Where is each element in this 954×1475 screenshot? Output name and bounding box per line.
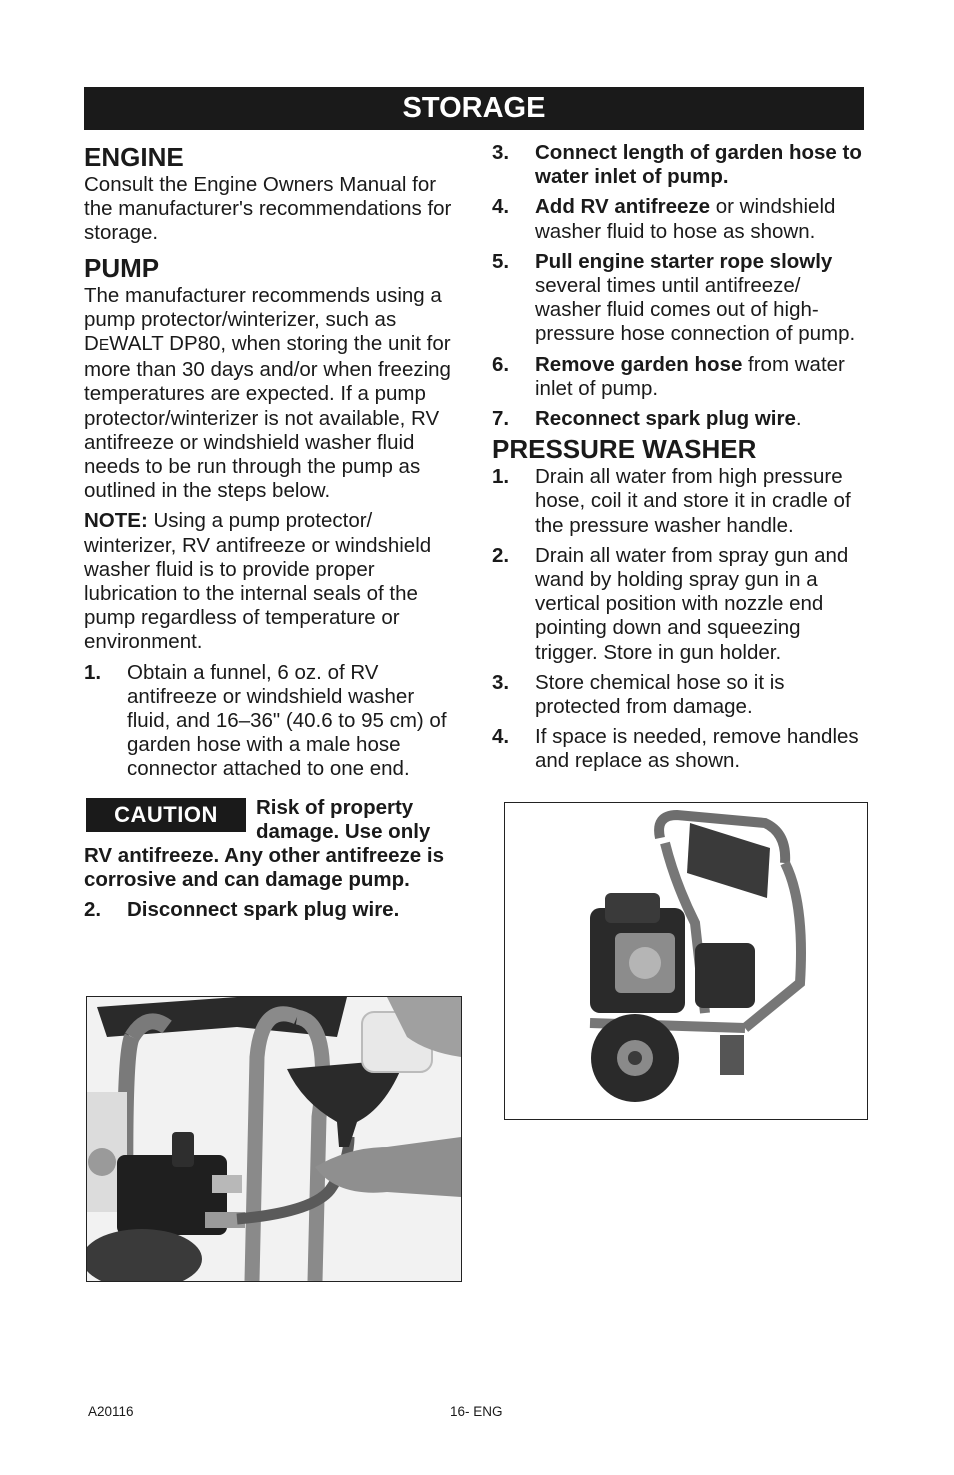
step-number: 2.	[492, 543, 510, 567]
pressure-washer-heading: PRESSURE WASHER	[492, 434, 757, 465]
step-number: 2.	[84, 898, 102, 922]
caution-block	[84, 796, 462, 893]
page-number: 16- ENG	[450, 1404, 503, 1419]
step-text: Obtain a funnel, 6 oz. of RV antifreeze or windshield washer fluid, and 16–36" (40.6 to 95 cm) of garden hose with a male hose connector attached to one end.	[127, 660, 447, 781]
caution-badge: CAUTION	[86, 798, 246, 832]
right-column	[492, 141, 868, 780]
step-text: Drain all water from spray gun and wand by holding spray gun in a vertical position with nozzle end pointing down and squeezing trigger. Store in gun holder.	[535, 543, 849, 664]
note-paragraph	[84, 509, 462, 654]
pump-para-part-b: WALT DP80, when storing the unit for more than 30 days and/or when freezing temperatures are expected. If a pump protector/winterizer is not available, RV antifreeze or windshield washer fluid needs to be run through the pump as outlined in the steps below.	[84, 332, 451, 503]
pump-paragraph	[84, 284, 462, 504]
pressure-washer-illustration	[505, 803, 867, 1119]
pump-step-7	[492, 407, 868, 431]
pump-heading: PUMP	[84, 252, 160, 283]
step-number: 3.	[492, 670, 510, 694]
note-text: Using a pump protector/ winterizer, RV antifreeze or windshield washer fluid is to provide proper lubrication to the internal seals of the pump regardless of temperature or environment.	[84, 509, 432, 654]
left-column	[84, 141, 462, 929]
engine-text: Consult the Engine Owners Manual for the manufacturer's recommendations for storage.	[84, 173, 452, 245]
step-text: Drain all water from high pressure hose, coil it and store it in cradle of the pressure washer handle.	[535, 465, 851, 537]
pw-step-2	[492, 544, 868, 665]
step-text: Connect length of garden hose to water inlet of pump.	[535, 141, 862, 189]
step-number: 5.	[492, 249, 510, 273]
step-number: 1.	[492, 465, 510, 489]
step-bold: Add RV antifreeze	[535, 195, 711, 219]
antifreeze-funnel-illustration	[87, 997, 461, 1281]
step-number: 6.	[492, 352, 510, 376]
caution-text: Risk of property damage. Use only RV antifreeze. Any other antifreeze is corrosive and can damage pump.	[84, 795, 445, 892]
step-number: 4.	[492, 725, 510, 749]
step-rest: several times until antifreeze/ washer fluid comes out of high-pressure hose connection of pump.	[535, 274, 856, 346]
step-bold: Pull engine starter rope slowly	[535, 249, 833, 273]
step-rest: .	[795, 407, 802, 431]
step-bold: Remove garden hose	[535, 352, 743, 376]
pw-step-4	[492, 725, 868, 773]
pw-step-1	[492, 465, 868, 538]
pump-para-part-a: The manufacturer recommends using a pump protector/winterizer, such as D	[84, 283, 442, 356]
document-code: A20116	[88, 1404, 134, 1419]
step-number: 1.	[84, 660, 102, 684]
engine-heading: ENGINE	[84, 142, 184, 172]
step-bold: Reconnect spark plug wire	[535, 407, 796, 431]
pw-step-3	[492, 671, 868, 719]
pressure-washer-storage-photo	[504, 802, 868, 1120]
pump-para-smallcaps: E	[98, 337, 110, 355]
step-number: 4.	[492, 195, 510, 219]
step-text	[535, 250, 868, 347]
pump-step-4	[492, 195, 868, 243]
antifreeze-funnel-photo	[86, 996, 462, 1282]
step-text	[535, 407, 868, 431]
step-number: 7.	[492, 407, 510, 431]
note-label: NOTE:	[84, 509, 148, 533]
pump-step-2	[84, 898, 462, 922]
step-text	[535, 353, 868, 401]
pump-step-5	[492, 250, 868, 347]
pump-step-1	[84, 661, 462, 782]
pump-step-3	[492, 141, 868, 189]
step-rest: or windshield washer fluid to hose as shown.	[535, 195, 836, 243]
page-title: STORAGE	[84, 87, 864, 130]
step-text	[535, 195, 868, 243]
step-number: 3.	[492, 141, 510, 164]
pump-step-6	[492, 353, 868, 401]
step-text: Disconnect spark plug wire.	[127, 898, 400, 922]
step-rest: from water inlet of pump.	[535, 352, 845, 400]
step-text: If space is needed, remove handles and replace as shown.	[535, 725, 859, 773]
step-text: Store chemical hose so it is protected from damage.	[535, 670, 785, 719]
